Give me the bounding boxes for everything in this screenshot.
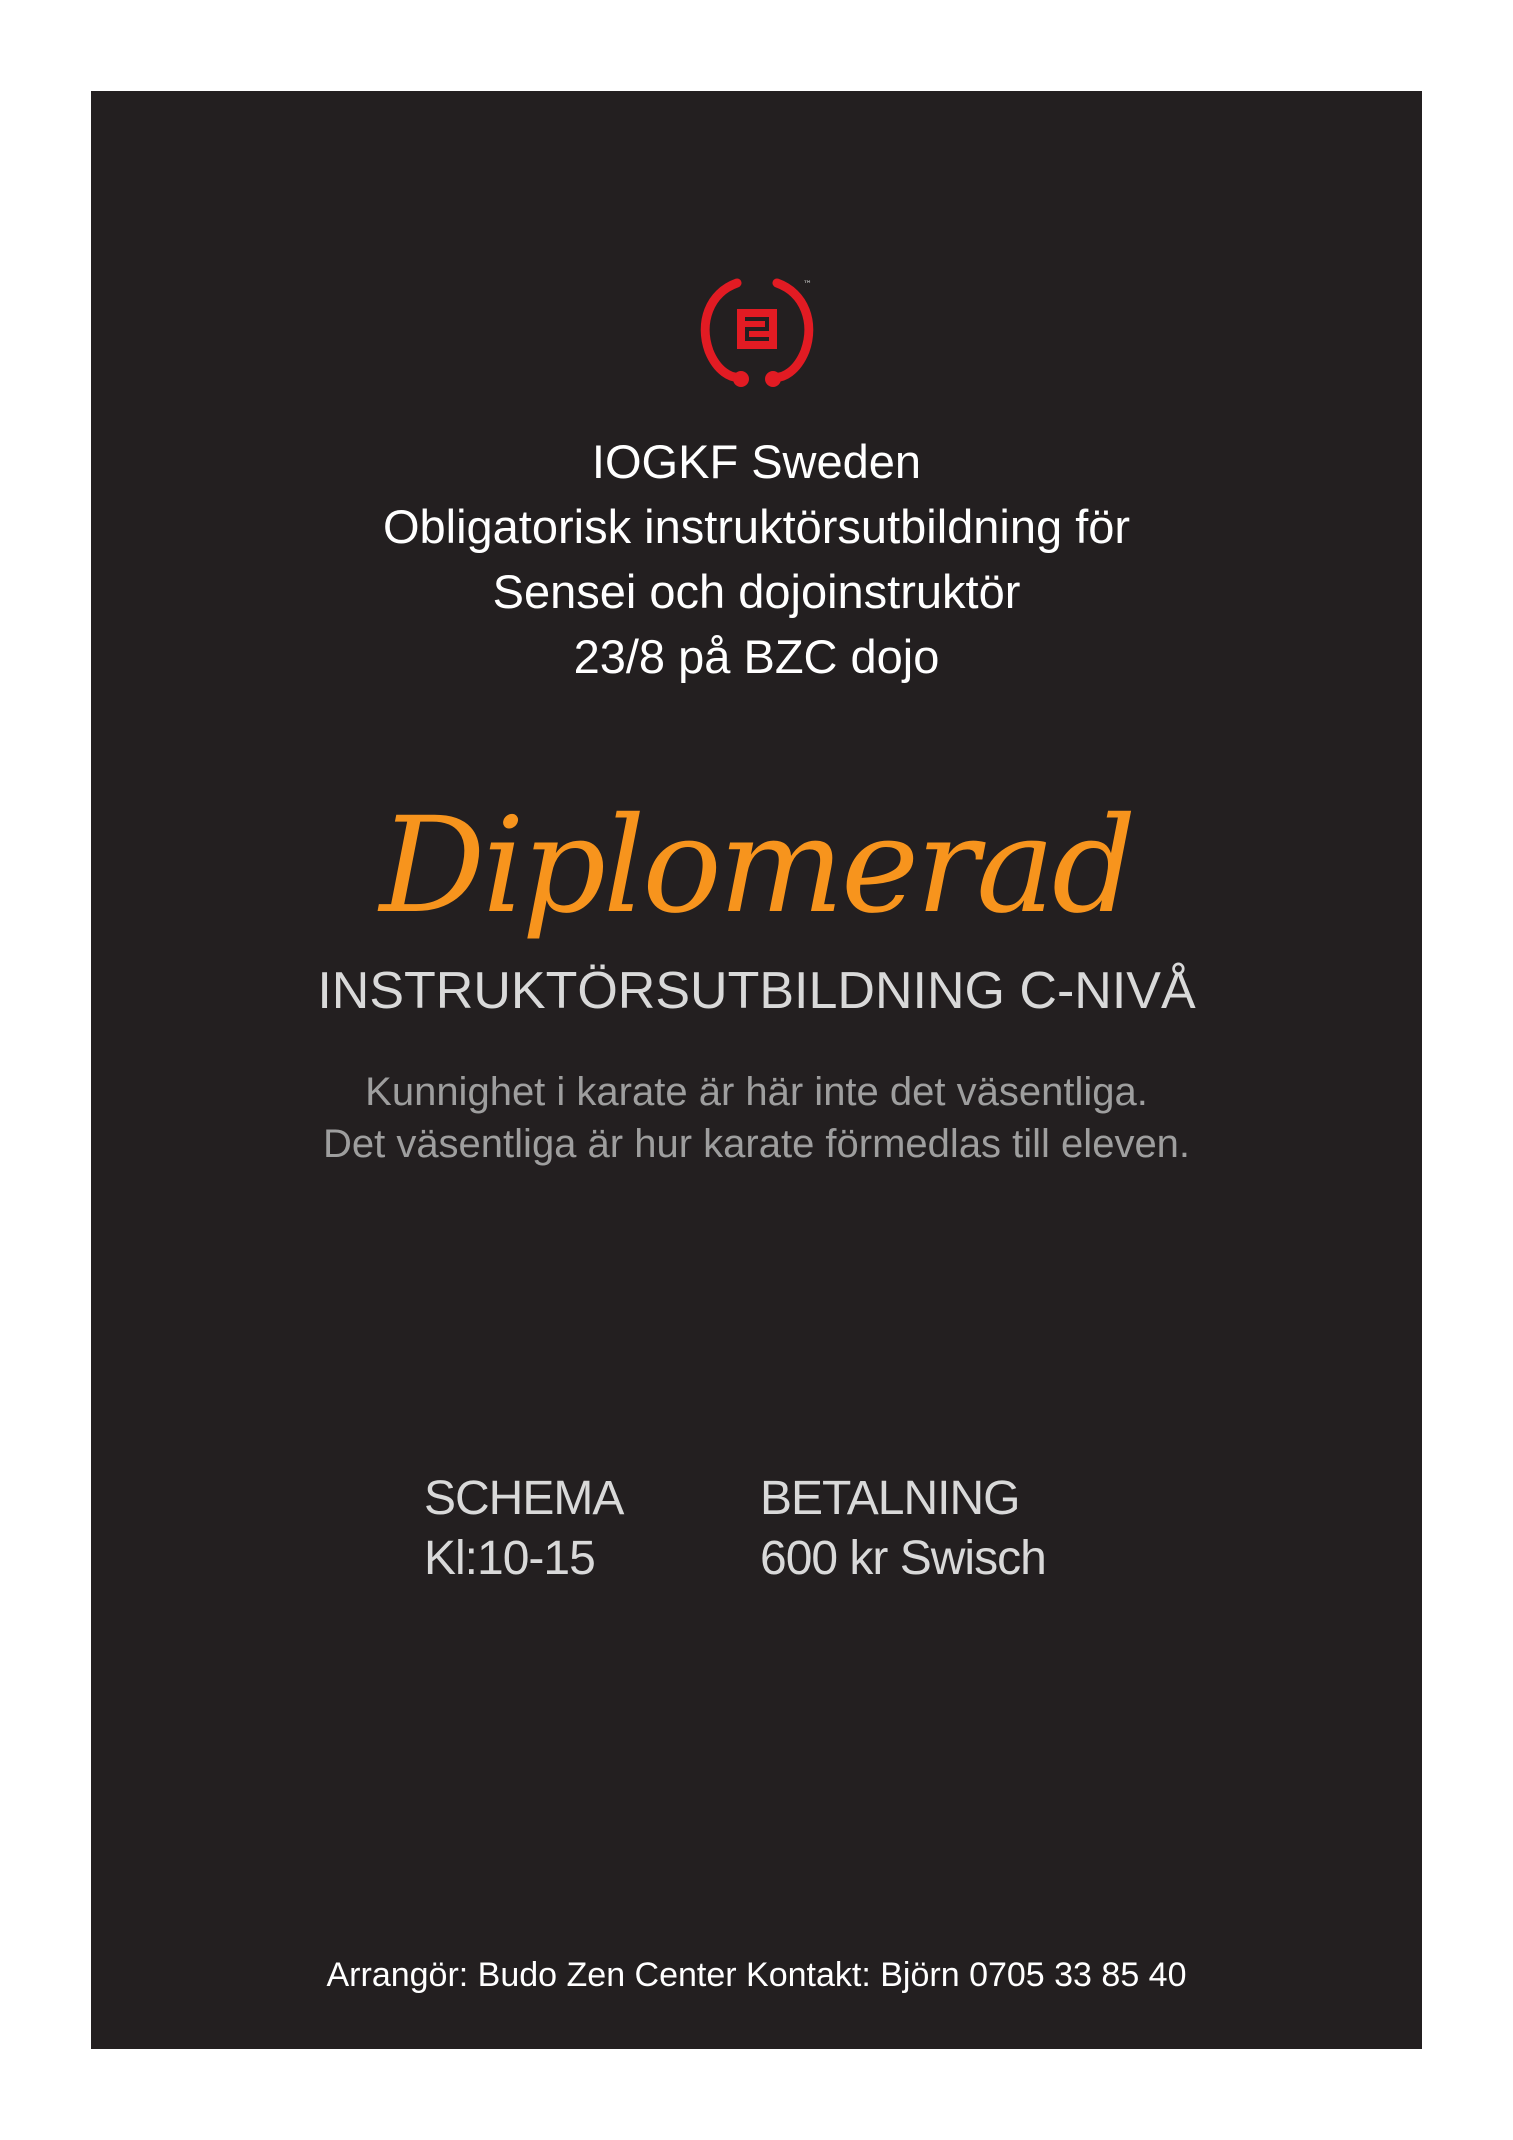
payment-info [760,1469,1046,1589]
course-audience: Sensei och dojoinstruktör [492,565,1021,618]
organization-name: IOGKF Sweden [591,435,922,488]
payment-heading: BETALNING [760,1472,1020,1525]
quote-line-2: Det väsentliga är hur karate förmedlas till eleven. [322,1122,1191,1166]
schedule-heading: SCHEMA [424,1472,624,1525]
event-date-location: 23/8 på BZC dojo [573,630,940,683]
poster [91,91,1422,2049]
course-description: Obligatorisk instruktörsutbildning för [382,500,1131,553]
script-title: Diplomerad [379,789,1134,943]
payment-amount: 600 kr Swisch [760,1532,1046,1585]
schedule-time: Kl:10-15 [424,1532,595,1585]
course-level-heading: INSTRUKTÖRSUTBILDNING C-NIVÅ [317,962,1196,1020]
iogkf-logo-icon [695,273,819,397]
schedule-info [424,1469,623,1589]
trademark-mark: ™ [803,280,812,290]
organizer-contact: Arrangör: Budo Zen Center Kontakt: Björn 0705 33 85 40 [326,1956,1187,1994]
event-header [91,429,1422,689]
quote-line-1: Kunnighet i karate är här inte det väsentliga. [365,1070,1148,1114]
course-quote [91,1066,1422,1170]
